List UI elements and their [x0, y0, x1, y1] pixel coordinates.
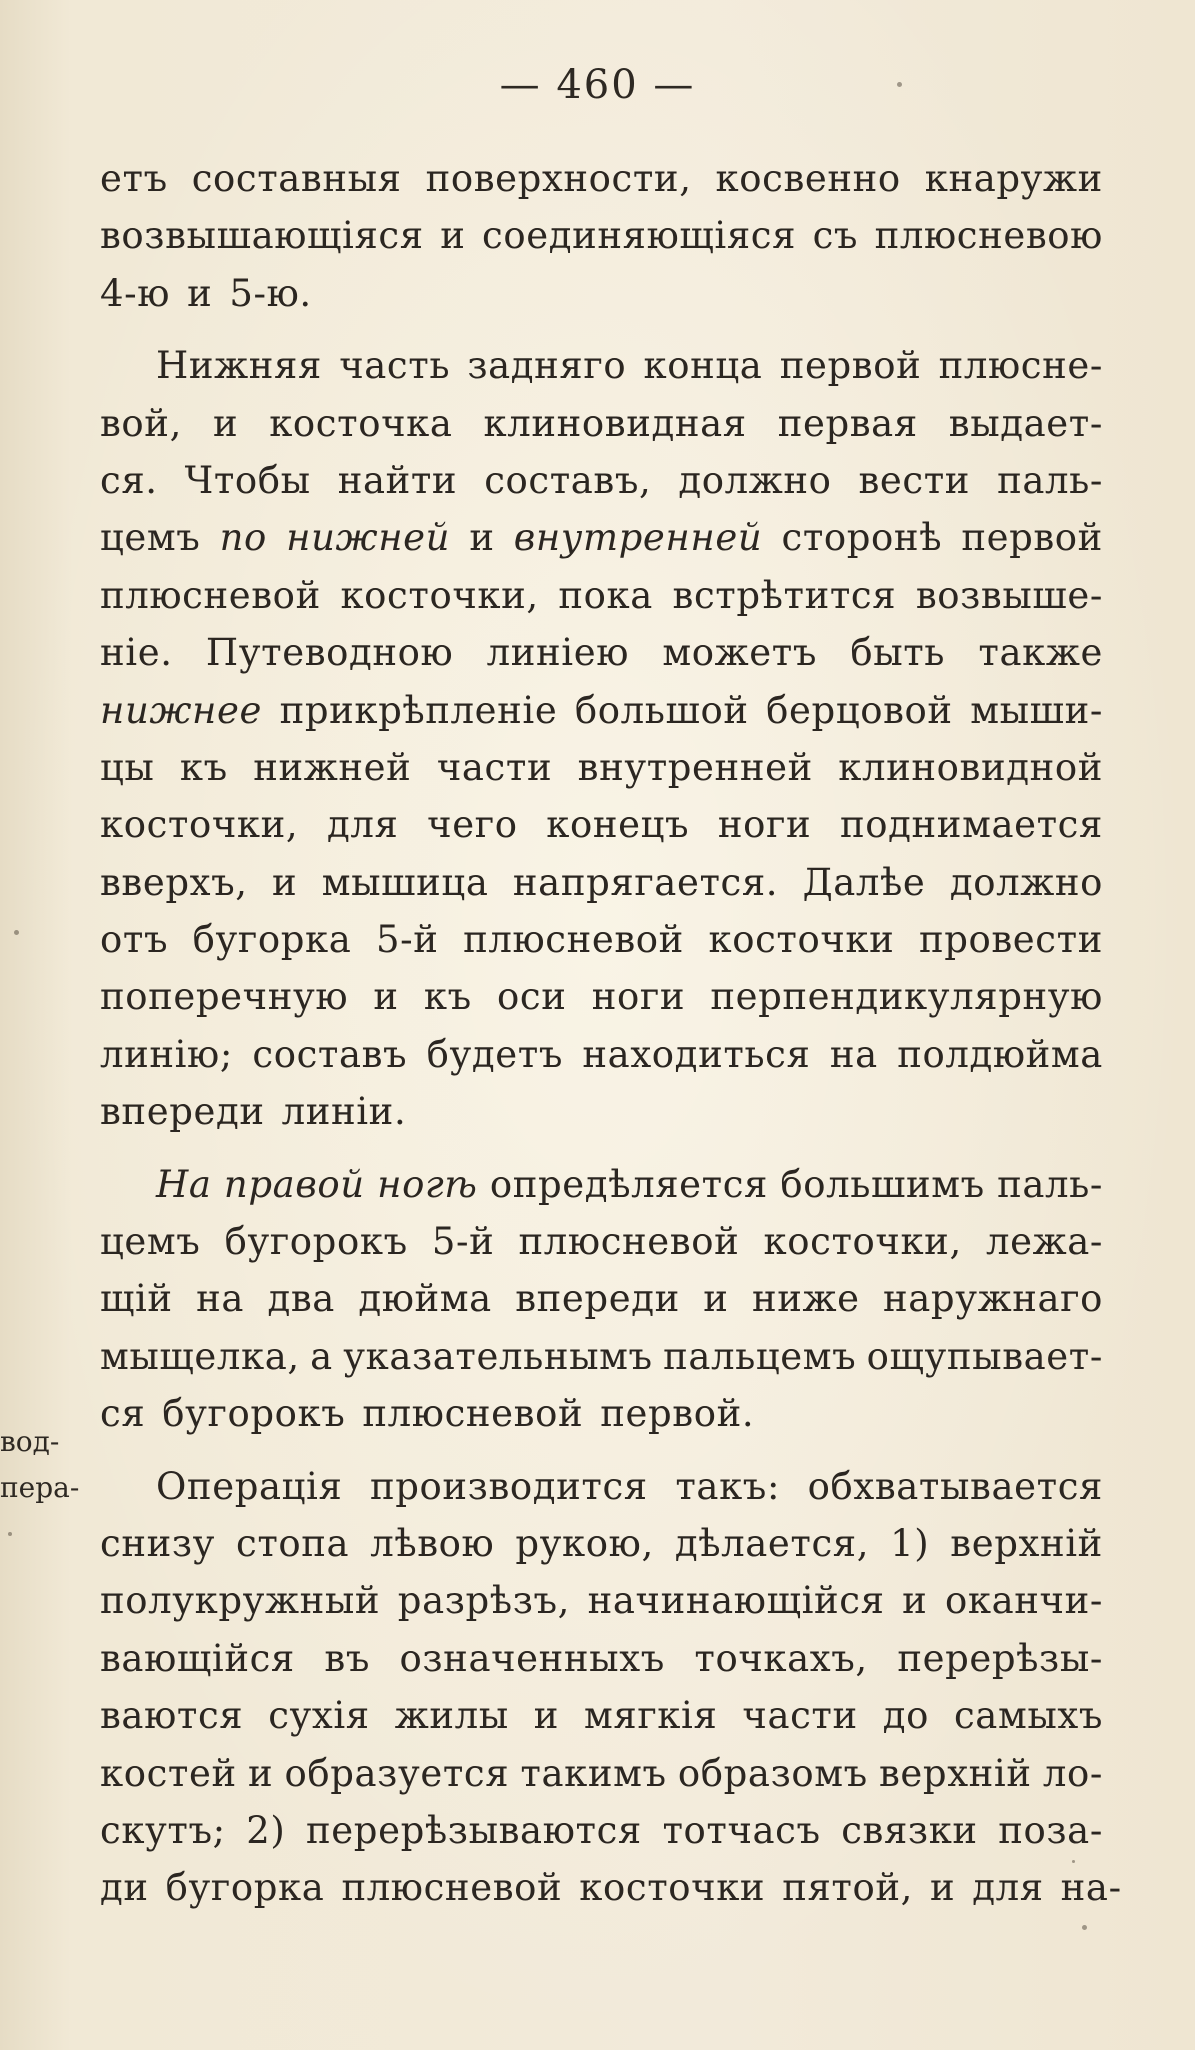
- word: сторонѣ: [781, 516, 943, 560]
- word: точкахъ,: [694, 1636, 868, 1680]
- text-line: [100, 1083, 1103, 1140]
- paragraph-gap: [100, 1443, 1103, 1458]
- word: наружнаго: [883, 1277, 1103, 1321]
- word: части: [742, 1694, 858, 1738]
- word: 1): [890, 1521, 930, 1565]
- text-line: [100, 509, 1103, 566]
- word: въ: [324, 1636, 370, 1680]
- word: самыхъ: [953, 1694, 1103, 1738]
- word: перпендикулярную: [710, 975, 1103, 1019]
- word: цемъ: [100, 516, 201, 560]
- word: поперечную: [100, 975, 349, 1019]
- word: верхнiй: [878, 1751, 1032, 1795]
- word: внутренней: [513, 516, 763, 560]
- word: и: [469, 516, 495, 560]
- text-line: [100, 1213, 1103, 1270]
- text-line: [100, 624, 1103, 681]
- word: ся: [100, 1392, 146, 1436]
- text-line: [100, 968, 1103, 1025]
- word: составъ: [252, 1032, 408, 1076]
- word: поза-: [998, 1808, 1103, 1852]
- word: впереди: [100, 1090, 265, 1134]
- word: до: [882, 1694, 929, 1738]
- word: найти: [337, 458, 458, 502]
- word: часть: [339, 344, 451, 388]
- word: щiй: [100, 1277, 173, 1321]
- word: и: [440, 214, 466, 258]
- word: плюсневой: [518, 1220, 740, 1264]
- word: къ: [179, 745, 228, 789]
- text-line: [100, 1026, 1103, 1083]
- word: линiею: [486, 631, 630, 675]
- word: пока: [558, 573, 653, 617]
- word: нижней: [286, 516, 451, 560]
- word: ноги: [591, 975, 686, 1019]
- word: плюсневой: [463, 918, 684, 962]
- page-number: — 460 —: [499, 62, 696, 108]
- word: находиться: [582, 1032, 811, 1076]
- text-line: [100, 1572, 1103, 1629]
- text-line: [100, 1515, 1103, 1572]
- word: на: [196, 1277, 245, 1321]
- word: 5-й: [431, 1220, 495, 1264]
- word: Нижняя: [156, 344, 322, 388]
- word: стопа: [236, 1521, 350, 1565]
- word: оси: [497, 975, 567, 1019]
- word: мышица: [321, 860, 489, 904]
- word: чего: [427, 803, 518, 847]
- word: кнаружи: [924, 157, 1103, 200]
- word: а: [310, 1334, 333, 1378]
- text-line: [100, 452, 1103, 509]
- word: перерѣзы-: [897, 1636, 1103, 1680]
- text-line: [100, 1270, 1103, 1327]
- word: поверхности,: [425, 157, 692, 200]
- word: плюсне-: [938, 344, 1103, 388]
- word: пальцемъ: [663, 1334, 857, 1378]
- word: возвышающiяся: [100, 214, 424, 258]
- text-line: [100, 1802, 1103, 1859]
- word: ся.: [100, 458, 158, 502]
- word: образомъ: [677, 1751, 868, 1795]
- word: должно: [949, 860, 1103, 904]
- word: линiю;: [100, 1032, 233, 1076]
- word: плюсневою: [874, 214, 1103, 258]
- paper-speck: [1082, 1925, 1087, 1930]
- word: 5-й: [376, 918, 439, 962]
- word: по: [219, 516, 267, 560]
- word: первой: [961, 516, 1103, 560]
- word: клиновидной: [838, 745, 1103, 789]
- text-line: [100, 1328, 1103, 1385]
- word: костей: [100, 1751, 237, 1795]
- word: означенныхъ: [399, 1636, 665, 1680]
- word: выдает-: [948, 401, 1103, 445]
- word: и: [902, 1579, 928, 1623]
- word: къ: [423, 975, 472, 1019]
- word: быть: [850, 631, 946, 675]
- word: ваются: [100, 1694, 244, 1738]
- word: Путеводною: [205, 631, 454, 675]
- word: полдюйма: [897, 1032, 1103, 1076]
- word: нiе.: [100, 631, 173, 675]
- word: дѣлается,: [674, 1521, 870, 1565]
- word: лѣвою: [370, 1521, 495, 1565]
- word: и: [703, 1277, 729, 1321]
- text-line: [100, 1630, 1103, 1687]
- word: и: [373, 975, 399, 1019]
- word: мыши-: [970, 688, 1103, 732]
- word: будетъ: [426, 1032, 563, 1076]
- word: Далѣе: [802, 860, 926, 904]
- word: встрѣтится: [672, 573, 897, 617]
- word: можетъ: [662, 631, 817, 675]
- word: напрягается.: [512, 860, 779, 904]
- word: лежа-: [985, 1220, 1103, 1264]
- text-line: [100, 395, 1103, 452]
- word: и: [187, 271, 213, 315]
- word: Операцiя: [156, 1464, 343, 1508]
- word: съ: [812, 214, 859, 258]
- word: и: [247, 1751, 274, 1795]
- word: внутренней: [577, 745, 813, 789]
- text-line: [100, 1859, 1122, 1916]
- word: рукою,: [515, 1521, 654, 1565]
- word: вести: [858, 458, 971, 502]
- word: впереди: [515, 1277, 680, 1321]
- word: провести: [918, 918, 1103, 962]
- text-line: [100, 567, 1103, 624]
- word: косточка: [269, 401, 453, 445]
- word: и: [929, 1866, 956, 1910]
- word: для: [972, 1866, 1044, 1910]
- word: опредѣляется: [489, 1162, 768, 1206]
- word: такимъ: [520, 1751, 667, 1795]
- text-line: [100, 796, 1103, 853]
- word: нижней: [253, 745, 412, 789]
- text-line: [100, 911, 1103, 968]
- word: первой: [779, 344, 922, 388]
- text-line: [100, 150, 1103, 207]
- word: составныя: [191, 157, 402, 200]
- word: поднимается: [840, 803, 1103, 847]
- word: и: [272, 860, 298, 904]
- text-line: [100, 265, 1103, 322]
- text-line: [100, 682, 1103, 739]
- text-line: [100, 207, 1103, 264]
- word: пятой,: [782, 1866, 913, 1910]
- word: связки: [841, 1808, 978, 1852]
- word: мыщелка,: [100, 1334, 300, 1378]
- word: верхнiй: [950, 1521, 1103, 1565]
- paper-speck: [8, 1532, 12, 1536]
- margin-note: пера-: [0, 1471, 80, 1504]
- paragraph-gap: [100, 1141, 1103, 1156]
- text-line: [100, 1687, 1103, 1744]
- text-line: [100, 1385, 1103, 1442]
- word: вверхъ,: [100, 860, 248, 904]
- word: первая: [777, 401, 918, 445]
- word: возвыше-: [915, 573, 1103, 617]
- text-line: [100, 337, 1103, 394]
- word: снизу: [100, 1521, 215, 1565]
- word: мягкiя: [584, 1694, 718, 1738]
- word: для: [327, 803, 399, 847]
- word: косточки,: [100, 803, 299, 847]
- word: цы: [100, 745, 155, 789]
- text-line: [100, 1458, 1103, 1515]
- word: дюйма: [358, 1277, 492, 1321]
- word: вающiйся: [100, 1636, 295, 1680]
- word: составъ,: [484, 458, 652, 502]
- word: берцовой: [766, 688, 953, 732]
- word: оканчи-: [945, 1579, 1103, 1623]
- word: на: [829, 1032, 878, 1076]
- text-line: [100, 1745, 1103, 1802]
- paragraph-gap: [100, 322, 1103, 337]
- word: на-: [1060, 1866, 1122, 1910]
- word: соединяющiяся: [482, 214, 797, 258]
- word: перерѣзываются: [306, 1808, 642, 1852]
- word: 2): [246, 1808, 286, 1852]
- word: указательнымъ: [343, 1334, 653, 1378]
- word: 5-ю.: [229, 271, 312, 315]
- word: бугорка: [192, 918, 352, 962]
- word: должно: [678, 458, 832, 502]
- word: етъ: [100, 157, 168, 200]
- word: большимъ: [780, 1162, 985, 1206]
- word: прикрѣпленiе: [279, 688, 558, 732]
- word: также: [978, 631, 1103, 675]
- word: косточки,: [340, 573, 539, 617]
- word: начинающiйся: [587, 1579, 885, 1623]
- text-line: [100, 1156, 1103, 1213]
- word: бугорокъ: [162, 1392, 346, 1436]
- text-line: [100, 854, 1103, 911]
- text-line: [100, 739, 1103, 796]
- paper-speck: [897, 82, 902, 87]
- word: части: [436, 745, 553, 789]
- word: бугорокъ: [224, 1220, 408, 1264]
- word: правой: [223, 1162, 365, 1206]
- word: ноги: [717, 803, 812, 847]
- word: отъ: [100, 918, 169, 962]
- word: косточки,: [763, 1220, 962, 1264]
- word: линiи.: [281, 1090, 407, 1134]
- word: ло-: [1042, 1751, 1103, 1795]
- word: клиновидная: [483, 401, 747, 445]
- word: ниже: [751, 1277, 860, 1321]
- word: и: [212, 401, 239, 445]
- word: косвенно: [715, 157, 901, 200]
- word: и: [533, 1694, 560, 1738]
- word: паль-: [997, 458, 1103, 502]
- word: ди: [100, 1866, 149, 1910]
- word: ощупывает-: [866, 1334, 1103, 1378]
- word: конца: [643, 344, 763, 388]
- word: полукружный: [100, 1579, 381, 1623]
- word: На: [156, 1162, 212, 1206]
- word: вой,: [100, 401, 182, 445]
- word: задняго: [467, 344, 627, 388]
- word: такъ:: [675, 1464, 781, 1508]
- word: два: [267, 1277, 335, 1321]
- paper-speck: [14, 930, 19, 935]
- paper-speck: [1072, 1860, 1075, 1863]
- word: косточки: [708, 918, 895, 962]
- word: плюсневой: [362, 1392, 584, 1436]
- word: разрѣзъ,: [397, 1579, 571, 1623]
- word: Чтобы: [184, 458, 311, 502]
- word: сухiя: [268, 1694, 370, 1738]
- word: бугорка: [165, 1866, 325, 1910]
- word: первой.: [600, 1392, 755, 1436]
- word: производится: [370, 1464, 648, 1508]
- word: обхватывается: [807, 1464, 1103, 1508]
- word: косточки: [579, 1866, 766, 1910]
- word: ногѣ: [377, 1162, 478, 1206]
- word: большой: [574, 688, 749, 732]
- word: плюсневой: [100, 573, 321, 617]
- margin-note: вод-: [0, 1425, 60, 1458]
- word: паль-: [997, 1162, 1103, 1206]
- word: конецъ: [546, 803, 690, 847]
- word: образуется: [284, 1751, 510, 1795]
- word: жилы: [394, 1694, 509, 1738]
- word: нижнее: [100, 688, 263, 732]
- word: тотчасъ: [662, 1808, 821, 1852]
- word: 4-ю: [100, 271, 171, 315]
- word: скутъ;: [100, 1808, 226, 1852]
- word: плюсневой: [341, 1866, 563, 1910]
- page-body: [100, 150, 1122, 1917]
- word: цемъ: [100, 1220, 201, 1264]
